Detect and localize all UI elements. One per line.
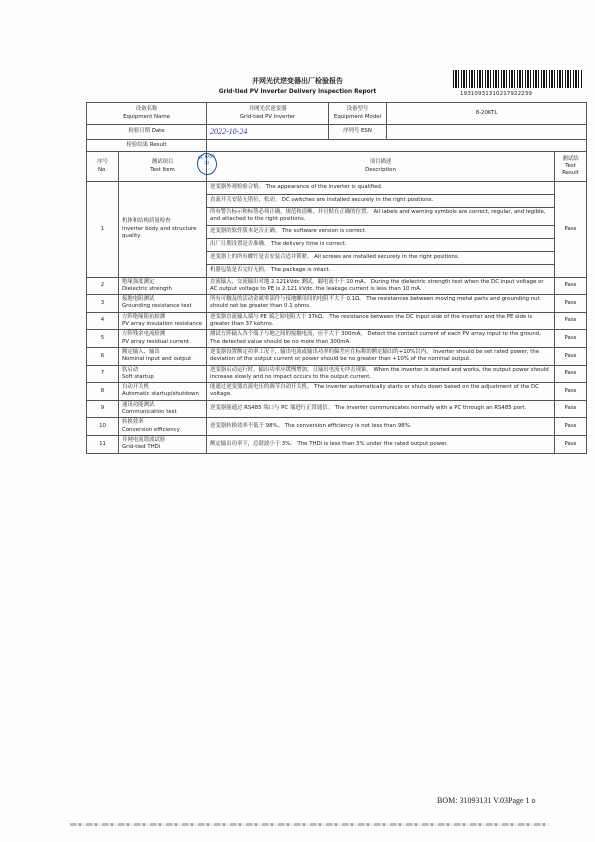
table-row [87, 277, 587, 295]
date-row [87, 125, 587, 140]
col-test-result: 测试结 Test Result [555, 152, 587, 182]
test-item-en: Conversion efficiency [122, 426, 180, 433]
test-result: Pass [555, 182, 587, 278]
test-item [119, 383, 207, 401]
table-row [87, 383, 587, 401]
description-line: 额定输出功率下，总谐波小于 3%。 The THDi is less than 3% under the rated output power. [207, 435, 555, 453]
description-line: 直流开关安装无错位，松动。 DC switches are installed securely in the right positions. [207, 195, 555, 208]
test-result: Pass [555, 277, 587, 295]
test-item-en: Communication test [122, 409, 177, 416]
test-item-cn: 方阵绝缘阻抗检测 [122, 313, 166, 320]
test-result: Pass [555, 435, 587, 453]
test-item-en: Dielectric strength [122, 285, 172, 292]
test-item-en: PV array insulation resistance [122, 321, 203, 328]
table-row [87, 418, 587, 436]
equipment-model-label: 设备型号 Equipment Model [329, 103, 387, 125]
test-item [119, 435, 207, 453]
test-item [119, 277, 207, 295]
description-line: 机器包装是否完好无损。 The package is intact. [207, 264, 555, 277]
equipment-row [87, 103, 587, 125]
test-item-en: Grid-tied THDi [122, 444, 161, 451]
description-line: 逆变器能通过 RS485 端口与 PC 端进行正常通信。 The inverter communicates normally with a PC through an RS485 port. [207, 400, 555, 418]
test-item [119, 312, 207, 330]
table-row [87, 312, 587, 330]
description-line: 所有警告标示和标签必须正确，规范和清晰，并且贴在正确的位置。 All labels and warning symbols are correct, regular, and legible, and attached to the right positions. [207, 208, 555, 226]
test-item-en: Inverter body and structure quality [122, 225, 197, 239]
row-number: 6 [87, 347, 119, 365]
page-number: Page 1 o [508, 796, 536, 805]
serial-value [387, 125, 587, 140]
test-item [119, 418, 207, 436]
table-row [87, 435, 587, 453]
test-item-cn: 自动开关机 [122, 384, 149, 391]
test-item-cn: 并网电流谐波试验 [122, 436, 166, 443]
col-description: 项目描述 Description [207, 152, 555, 182]
test-item-cn: 软启动 [122, 366, 139, 373]
row-number: 7 [87, 365, 119, 383]
description-line: 能通过逆变器直流电压的调节自动开关机。 The inverter automatically starts or shuts down based on the adjustment of the DC voltage. [207, 383, 555, 401]
test-result: Pass [555, 418, 587, 436]
test-item-cn: 接地电阻测试 [122, 296, 155, 303]
inspection-table [86, 102, 587, 454]
test-item-en: Automatic startup/shutdown [122, 391, 199, 398]
test-result: Pass [555, 295, 587, 313]
test-item-en: Soft startup [122, 373, 154, 380]
row-number: 5 [87, 330, 119, 348]
description-line: 逆变器直流输入端与 PE 端之间电阻大于 37kΩ。 The resistance between the DC input side of the inverter and the PE side is greater than 37 kohms. [207, 312, 555, 330]
equipment-name-value: 并网光伏逆变器 Grid-tied PV Inverter [207, 103, 329, 125]
serial-label: 序列号 ESN [329, 125, 387, 140]
description-line: 逆变器启动运行时，输出功率应缓慢增加，且输出电流无冲击现象。 When the inverter is started and works, the output power should increase slowly and no impact occurs to the output current. [207, 365, 555, 383]
description-line: 逆变器设置额定功率工况下，输出电流或输出功率的偏差应在标称的额定输出的+10%以内。 Inverter should be set rated power, the deviation of the output current or power should be no greater than +10% of the nominal output. [207, 347, 555, 365]
test-item-cn: 方阵残余电流检测 [122, 331, 166, 338]
qc-pass-seal: QC PASS 02 [196, 152, 218, 176]
equipment-name-label: 设备名称 Equipment Name [87, 103, 207, 125]
description-line: 所有可触及的活动金属零部件与接地螺母间的电阻不大于 0.1Ω。 The resistances between moving metal parts and grounding nut should not be greater than 0.1 ohms. [207, 295, 555, 313]
row-number: 4 [87, 312, 119, 330]
row-number: 11 [87, 435, 119, 453]
test-result: Pass [555, 330, 587, 348]
table-row [87, 347, 587, 365]
test-item [119, 182, 207, 278]
row-number: 10 [87, 418, 119, 436]
test-item-cn: 绝缘强度测定 [122, 278, 155, 285]
description-line: 逆变器外观检验合格。 The appearance of the inverter is qualified. [207, 182, 555, 195]
bom-number: BOM: 31093131 V.03 [437, 796, 509, 805]
result-value [207, 140, 587, 152]
table-row [87, 365, 587, 383]
result-label: 检验结果 Result [87, 140, 207, 152]
row-number: 9 [87, 400, 119, 418]
description-line: 测试方阵输入各个端子与地之间的接触电流，应不大于 300mA。 Detect the contact current of each PV array input to the ground, The detected value should be no more than 300mA. [207, 330, 555, 348]
barcode-number: 19310931310217922239 [460, 91, 532, 97]
test-item [119, 365, 207, 383]
date-value: 2022-10-24 [207, 125, 329, 140]
description-line: 逆变器的软件版本是否正确。 The software version is correct. [207, 225, 555, 238]
col-no: 序号 No. [87, 152, 119, 182]
test-item-cn: 通讯功能测试 [122, 401, 155, 408]
test-item [119, 330, 207, 348]
equipment-model-value: 8-20KTL [387, 103, 587, 125]
report-title-cn: 并网光伏逆变器出厂检验报告 [252, 77, 343, 85]
test-item-en: Grounding resistance test [122, 303, 192, 310]
column-header-row [87, 152, 587, 182]
test-item-cn: 机体和结构质量检查 [122, 218, 171, 225]
col-test-item: 测试项目 Test Item [119, 152, 207, 182]
test-result: Pass [555, 347, 587, 365]
test-result: Pass [555, 383, 587, 401]
row-number: 8 [87, 383, 119, 401]
test-result: Pass [555, 312, 587, 330]
test-result: Pass [555, 400, 587, 418]
description-line: 出厂日期设置是否准确。 The delivery time is correct. [207, 238, 555, 251]
scan-edge-stripe [70, 823, 550, 826]
test-result: Pass [555, 365, 587, 383]
test-item-cn: 转换效率 [122, 419, 144, 426]
table-row [87, 400, 587, 418]
row-number: 1 [87, 182, 119, 278]
table-row [87, 182, 587, 195]
row-number: 2 [87, 277, 119, 295]
date-label: 检验日期 Date [87, 125, 207, 140]
result-row [87, 140, 587, 152]
report-title-en: Grid-tied PV Inverter Delivery Inspection Report [218, 89, 377, 95]
test-item-cn: 额定输入、输出 [122, 348, 160, 355]
table-row [87, 295, 587, 313]
row-number: 3 [87, 295, 119, 313]
test-item [119, 295, 207, 313]
description-line: 直流输入，交流输出对地 2.121kVdc 测试，漏电流小于 10 mA。 During the dielectric strength test when the DC input voltage or AC output voltage to PE is 2.121 kVdc, the leakage current is less than 10 mA. [207, 277, 555, 295]
test-item [119, 400, 207, 418]
description-line: 逆变器转换效率不低于 98%。 The conversion efficiency is not less than 98%. [207, 418, 555, 436]
test-item-en: PV array residual current [122, 338, 190, 345]
description-line: 逆变器上的所有螺钉是否安装合适并锁紧。 All screws are installed securely in the right positions. [207, 251, 555, 264]
test-item-en: Nominal input and output [122, 356, 192, 363]
test-item [119, 347, 207, 365]
table-row [87, 330, 587, 348]
